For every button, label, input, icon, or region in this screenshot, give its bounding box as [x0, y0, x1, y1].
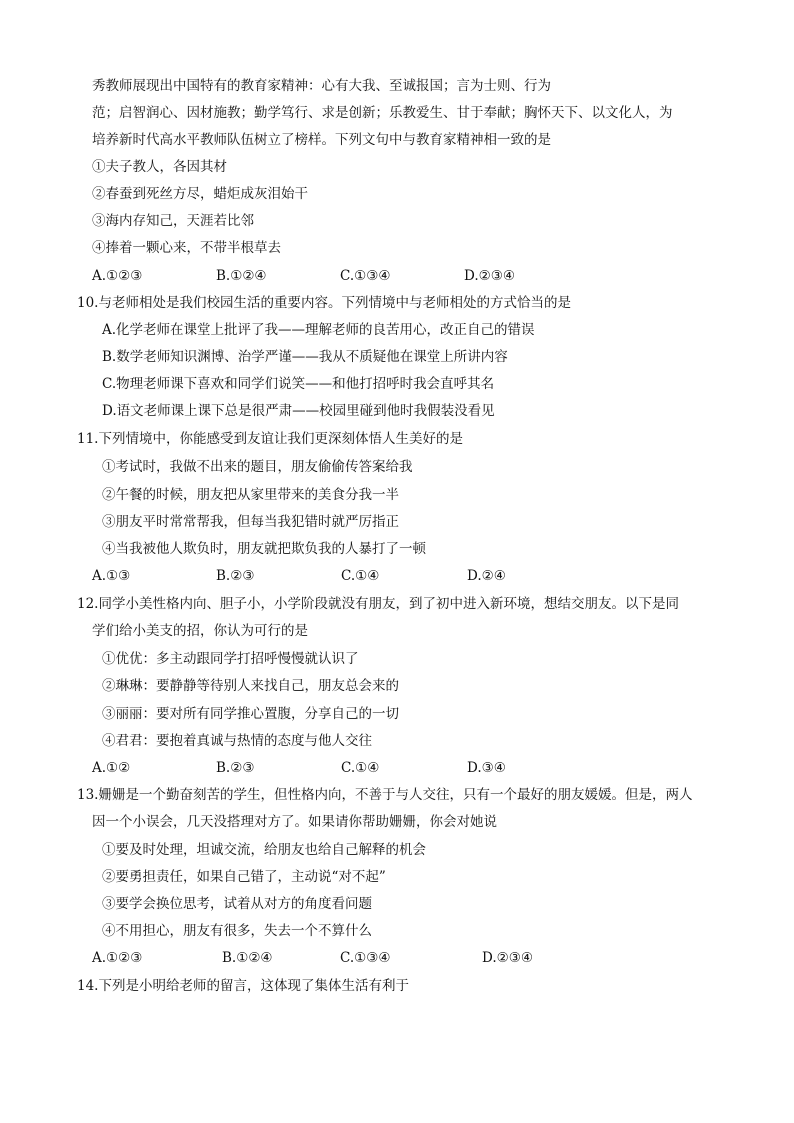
option-d: D.③④ — [467, 760, 506, 776]
intro-line-3: 培养新时代高水平教师队伍树立了榜样。下列文句中与教育家精神相一致的是 — [92, 132, 551, 148]
question-14-stem: 14.下列是小明给老师的留言，这体现了集体生活有利于 — [77, 978, 409, 994]
option-b: B.②③ — [216, 760, 255, 776]
option-a: A.①②③ — [92, 268, 143, 284]
statement-item: ④君君：要抱着真诚与热情的态度与他人交往 — [102, 733, 372, 749]
choice-a: A.化学老师在课堂上批评了我——理解老师的良苦用心，改正自己的错误 — [102, 322, 535, 338]
statement-item: ①要及时处理，坦诚交流，给朋友也给自己解释的机会 — [102, 842, 426, 858]
statement-item: ③朋友平时常常帮我，但每当我犯错时就严厉指正 — [102, 514, 399, 530]
statement-item: ①优优：多主动跟同学打招呼慢慢就认识了 — [102, 651, 359, 667]
statement-item: ①考试时，我做不出来的题目，朋友偷偷传答案给我 — [102, 459, 413, 475]
option-c: C.①④ — [341, 568, 380, 584]
answer-options — [92, 267, 652, 285]
choice-b: B.数学老师知识渊博、治学严谨——我从不质疑他在课堂上所讲内容 — [102, 349, 508, 365]
answer-options — [92, 567, 652, 585]
option-d: D.②③④ — [464, 268, 515, 284]
statement-item: ②午餐的时候，朋友把从家里带来的美食分我一半 — [102, 487, 399, 503]
question-10-stem: 10.与老师相处是我们校园生活的重要内容。下列情境中与老师相处的方式恰当的是 — [77, 295, 571, 311]
option-b: B.①②④ — [216, 268, 267, 284]
choice-d: D.语文老师课上课下总是很严肃——校园里碰到他时我假装没看见 — [102, 403, 495, 419]
option-a: A.①②③ — [92, 950, 143, 966]
statement-item: ③要学会换位思考，试着从对方的角度看问题 — [102, 896, 372, 912]
option-c: C.①③④ — [340, 268, 391, 284]
choice-c: C.物理老师课下喜欢和同学们说笑——和他打招呼时我会直呼其名 — [102, 376, 495, 392]
option-c: C.①④ — [341, 760, 380, 776]
statement-item: ②春蚕到死丝方尽，蜡炬成灰泪始干 — [92, 186, 308, 202]
option-c: C.①③④ — [340, 950, 391, 966]
option-a: A.①② — [92, 760, 131, 776]
answer-options — [92, 949, 652, 967]
statement-item: ②要勇担责任，如果自己错了，主动说“对不起” — [102, 869, 386, 885]
question-12-stem: 12.同学小美性格内向、胆子小，小学阶段就没有朋友，到了初中进入新环境，想结交朋友。以下是同 — [77, 596, 679, 612]
question-13-stem: 13.姗姗是一个勤奋刻苦的学生，但性格内向，不善于与人交往，只有一个最好的朋友媛媛。但是，两人 — [77, 787, 693, 803]
question-12-stem-cont: 学们给小美支的招，你认为可行的是 — [92, 623, 308, 639]
option-a: A.①③ — [92, 568, 131, 584]
statement-item: ④不用担心，朋友有很多，失去一个不算什么 — [102, 923, 372, 939]
intro-line-2: 范；启智润心、因材施教；勤学笃行、求是创新；乐教爱生、甘于奉献；胸怀天下、以文化人，为 — [92, 105, 673, 121]
statement-item: ①夫子教人，各因其材 — [92, 159, 227, 175]
option-b: B.②③ — [216, 568, 255, 584]
statement-item: ③海内存知己，天涯若比邻 — [92, 213, 254, 229]
option-b: B.①②④ — [222, 950, 273, 966]
statement-item: ②琳琳：要静静等待别人来找自己，朋友总会来的 — [102, 678, 399, 694]
statement-item: ④捧着一颗心来，不带半根草去 — [92, 240, 281, 256]
statement-item: ④当我被他人欺负时，朋友就把欺负我的人暴打了一顿 — [102, 541, 426, 557]
question-13-stem-cont: 因一个小误会，几天没搭理对方了。如果请你帮助姗姗，你会对她说 — [92, 814, 497, 830]
answer-options — [92, 759, 652, 777]
question-11-stem: 11.下列情境中，你能感受到友谊让我们更深刻体悟人生美好的是 — [77, 431, 463, 447]
option-d: D.②③④ — [482, 950, 533, 966]
statement-item: ③丽丽：要对所有同学推心置腹，分享自己的一切 — [102, 706, 399, 722]
intro-line-1: 秀教师展现出中国特有的教育家精神：心有大我、至诚报国；言为士则、行为 — [92, 78, 551, 94]
option-d: D.②④ — [467, 568, 506, 584]
